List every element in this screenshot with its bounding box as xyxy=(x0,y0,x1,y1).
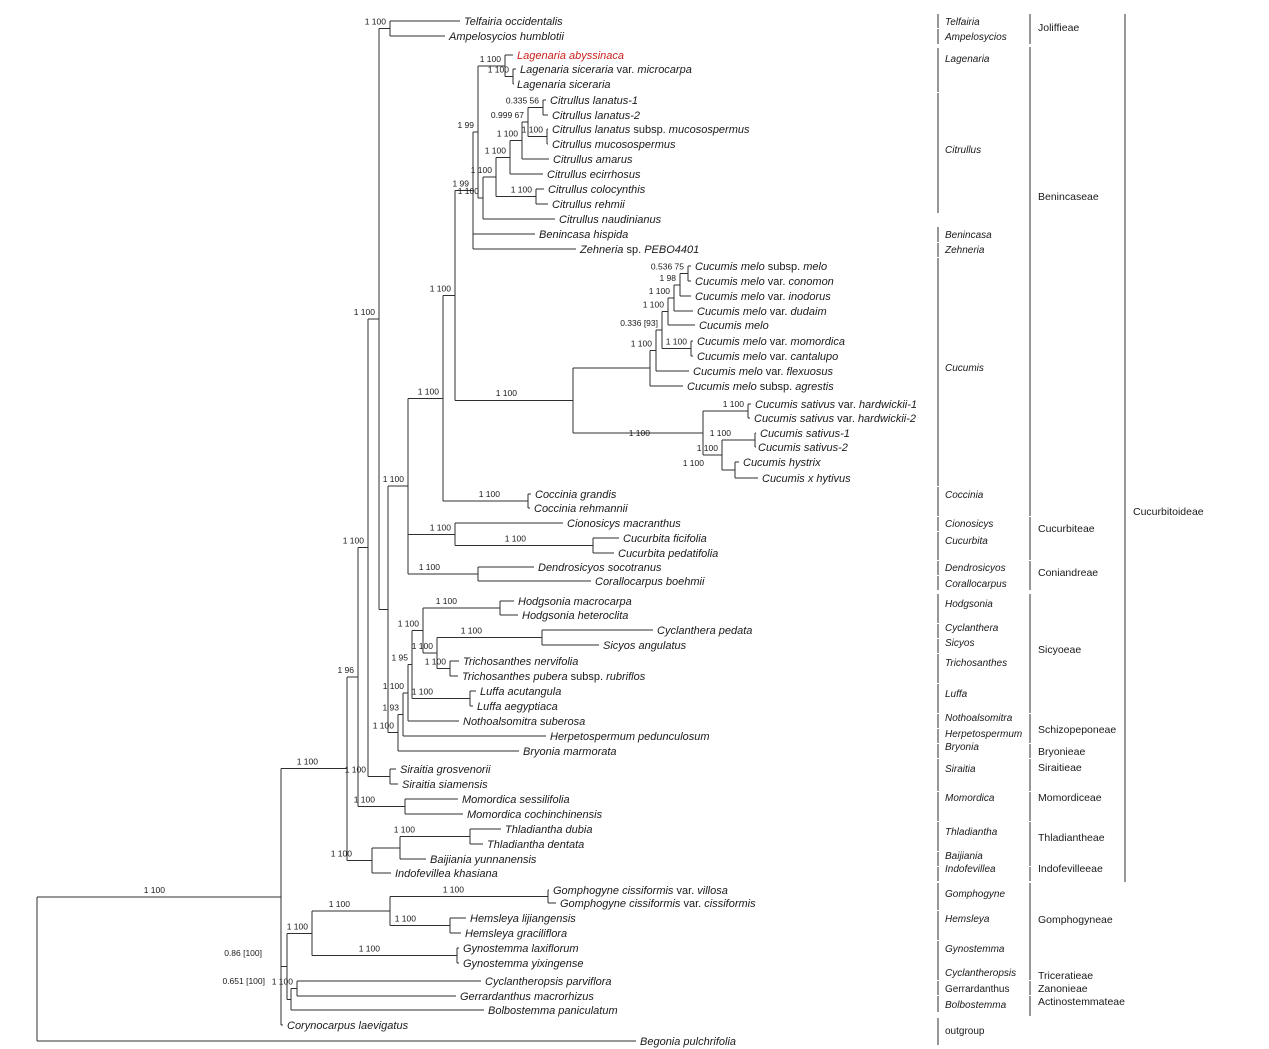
support-value: 1 100 xyxy=(495,388,517,398)
taxon-label: Sicyos angulatus xyxy=(603,640,687,652)
taxon-label: Luffa aegyptiaca xyxy=(477,701,558,713)
taxon-label: Cucumis sativus-2 xyxy=(758,442,848,454)
tribe-label: Siraitieae xyxy=(1038,762,1082,774)
genus-label: Hemsleya xyxy=(945,914,990,925)
taxon-label: Momordica sessilifolia xyxy=(462,794,570,806)
taxon-label: Citrullus lanatus-2 xyxy=(552,110,641,122)
taxon-label: Gomphogyne cissiformis var. cissiformis xyxy=(560,898,756,910)
genus-label: Cyclanthera xyxy=(945,623,999,634)
genus-label: Momordica xyxy=(945,793,995,804)
tribe-label: Thladiantheae xyxy=(1038,832,1105,844)
support-value: 1 100 xyxy=(510,184,532,195)
support-value: 1 100 xyxy=(411,686,433,697)
support-value: 1 100 xyxy=(418,562,440,572)
support-value: 0.86 [100] xyxy=(224,948,262,958)
support-value: 1 100 xyxy=(397,618,419,629)
support-value: 1 100 xyxy=(342,535,364,546)
genus-label: Citrullus xyxy=(945,145,982,156)
genus-label: Telfairia xyxy=(945,17,980,28)
taxon-label: Dendrosicyos socotranus xyxy=(538,562,662,574)
support-value: 1 100 xyxy=(487,64,509,75)
support-value: 0.536 75 xyxy=(650,261,684,272)
support-value: 1 98 xyxy=(659,272,676,283)
support-value: 1 100 xyxy=(435,596,457,606)
support-value: 0.651 [100] xyxy=(222,976,265,986)
genus-label: Corallocarpus xyxy=(945,579,1007,590)
genus-label: Bolbostemma xyxy=(945,1000,1007,1011)
support-value: 1 100 xyxy=(382,680,404,691)
genus-label: Benincasa xyxy=(945,230,992,241)
genus-label: outgroup xyxy=(945,1026,985,1037)
genus-label: Sicyos xyxy=(945,638,975,649)
genus-label: Indofevillea xyxy=(945,864,996,875)
taxon-label: Gerrardanthus macrorhizus xyxy=(460,991,594,1003)
support-value: 0.999 67 xyxy=(490,110,524,120)
taxon-label: Hodgsonia heteroclita xyxy=(522,610,629,622)
subfamily-label: Cucurbitoideae xyxy=(1133,506,1204,518)
support-value: 1 100 xyxy=(648,285,670,296)
taxon-label: Citrullus rehmii xyxy=(552,199,625,211)
taxon-label: Gynostemma laxiflorum xyxy=(463,943,579,955)
genus-label: Cyclantheropsis xyxy=(945,968,1017,979)
taxon-label: Cucumis melo subsp. agrestis xyxy=(687,381,834,393)
taxon-label: Cucumis melo subsp. melo xyxy=(695,261,828,273)
tribe-label: Indofevilleeae xyxy=(1038,863,1103,875)
support-value: 1 100 xyxy=(286,921,308,932)
support-value: 0.336 [93] xyxy=(620,317,658,328)
tribe-label: Benincaseae xyxy=(1038,191,1099,203)
support-value: 1 100 xyxy=(344,764,366,775)
taxon-label: Citrullus ecirrhosus xyxy=(547,169,641,181)
genus-label: Trichosanthes xyxy=(945,658,1008,669)
taxon-label: Siraitia siamensis xyxy=(402,779,488,791)
taxon-label: Cucumis melo var. momordica xyxy=(697,336,845,348)
taxon-label: Cyclanthera pedata xyxy=(657,625,753,637)
support-value: 1 99 xyxy=(457,119,474,130)
taxon-label: Indofevillea khasiana xyxy=(395,868,498,880)
support-value: 1 100 xyxy=(330,848,352,859)
genus-label: Siraitia xyxy=(945,764,976,775)
genus-label: Bryonia xyxy=(945,742,979,753)
genus-label: Cionosicys xyxy=(945,519,994,530)
taxon-label: Momordica cochinchinensis xyxy=(467,809,603,821)
taxon-label: Cionosicys macranthus xyxy=(567,518,681,530)
tribe-label: Schizopeponeae xyxy=(1038,724,1117,736)
tribe-label: Coniandreae xyxy=(1038,567,1099,579)
support-value: 1 100 xyxy=(521,124,543,135)
support-value: 1 100 xyxy=(358,943,380,954)
support-value: 1 100 xyxy=(353,306,375,317)
taxon-label: Cucumis sativus var. hardwickii-2 xyxy=(754,413,917,425)
taxon-label: Nothoalsomitra suberosa xyxy=(463,716,586,728)
taxon-labels xyxy=(287,16,917,1048)
support-value: 1 100 xyxy=(429,283,451,294)
tribe-label: Sicyoeae xyxy=(1038,644,1082,656)
genus-label: Cucurbita xyxy=(945,536,988,547)
taxon-label: Cucumis melo xyxy=(699,320,769,332)
support-value: 1 100 xyxy=(696,443,718,453)
genus-label: Hodgsonia xyxy=(945,599,993,610)
support-value: 1 100 xyxy=(642,299,664,310)
tribe-label: Joliffieae xyxy=(1038,22,1080,34)
support-value: 1 100 xyxy=(682,458,704,468)
support-value: 1 100 xyxy=(478,489,500,499)
tribe-label: Cucurbiteae xyxy=(1038,523,1095,535)
support-value: 1 100 xyxy=(143,885,165,895)
taxon-label: Cucumis hystrix xyxy=(743,457,821,469)
taxon-label: Corynocarpus laevigatus xyxy=(287,1020,409,1032)
genus-label: Gynostemma xyxy=(945,944,1005,955)
taxon-label: Citrullus lanatus-1 xyxy=(550,95,639,107)
taxon-label: Telfairia occidentalis xyxy=(464,16,563,28)
tribe-label: Gomphogyneae xyxy=(1038,914,1113,926)
support-value: 1 100 xyxy=(328,899,350,909)
taxon-label: Cyclantheropsis parviflora xyxy=(485,976,612,988)
genus-label: Luffa xyxy=(945,689,968,700)
taxon-label: Cucumis melo var. inodorus xyxy=(695,291,831,303)
taxon-label: Cucumis melo var. conomon xyxy=(695,276,834,288)
taxon-label: Citrullus colocynthis xyxy=(548,184,646,196)
taxon-label: Citrullus lanatus subsp. mucosospermus xyxy=(552,124,750,136)
support-value: 1 93 xyxy=(382,702,399,713)
taxon-label: Hodgsonia macrocarpa xyxy=(518,596,632,608)
tribe-label: Momordiceae xyxy=(1038,792,1102,804)
taxon-label: Thladiantha dentata xyxy=(487,839,585,851)
taxon-label: Baijiania yunnanensis xyxy=(430,854,537,866)
support-value: 1 100 xyxy=(442,884,464,895)
support-value: 1 100 xyxy=(296,756,318,767)
genus-column xyxy=(938,14,1022,1045)
genus-label: Gomphogyne xyxy=(945,889,1006,900)
taxon-label: Corallocarpus boehmii xyxy=(595,576,705,588)
taxon-label: Gynostemma yixingense xyxy=(463,958,584,970)
genus-label: Coccinia xyxy=(945,490,984,501)
support-value: 1 100 xyxy=(411,641,433,651)
taxon-label: Cucumis melo var. cantalupo xyxy=(697,351,839,363)
taxon-label: Siraitia grosvenorii xyxy=(400,764,491,776)
taxon-label: Cucumis melo var. flexuosus xyxy=(693,366,834,378)
support-value: 1 100 xyxy=(484,145,506,156)
genus-label: Cucumis xyxy=(945,363,984,374)
support-value: 1 100 xyxy=(470,164,492,175)
support-value: 1 100 xyxy=(457,185,479,196)
support-value: 1 100 xyxy=(353,794,375,805)
support-value: 1 100 xyxy=(424,656,446,667)
support-value: 1 100 xyxy=(393,824,415,835)
taxon-label: Citrullus naudinianus xyxy=(559,214,662,226)
genus-label: Zehneria xyxy=(945,245,985,256)
support-value: 1 100 xyxy=(628,428,650,438)
support-value: 1 100 xyxy=(460,625,482,636)
tribe-label: Bryonieae xyxy=(1038,746,1086,758)
taxon-label: Cucumis melo var. dudaim xyxy=(697,306,827,318)
taxon-label: Benincasa hispida xyxy=(539,229,629,241)
support-value: 1 100 xyxy=(709,428,731,438)
support-value: 1 100 xyxy=(429,522,451,533)
subfamily-column xyxy=(1125,14,1204,882)
taxon-label: Cucumis x hytivus xyxy=(762,473,851,485)
support-value: 0.335 56 xyxy=(505,95,539,106)
genus-label: Thladiantha xyxy=(945,827,998,838)
taxon-label: Zehneria sp. PEBO4401 xyxy=(580,244,700,256)
tribe-column xyxy=(1030,14,1125,1016)
support-value: 1 100 xyxy=(722,399,744,409)
tribe-label: Triceratieae xyxy=(1038,970,1094,982)
support-value: 1 100 xyxy=(372,720,394,731)
taxon-label: Thladiantha dubia xyxy=(505,824,593,836)
genus-label: Ampelosycios xyxy=(945,32,1007,43)
taxon-label: Coccinia grandis xyxy=(535,489,617,501)
taxon-label: Cucumis sativus var. hardwickii-1 xyxy=(755,399,918,411)
genus-label: Herpetospermum xyxy=(945,729,1023,740)
taxon-label: Trichosanthes pubera subsp. rubriflos xyxy=(462,671,646,683)
taxon-label: Cucurbita ficifolia xyxy=(623,533,707,545)
support-value: 1 100 xyxy=(382,474,404,485)
taxon-label: Trichosanthes nervifolia xyxy=(463,656,579,668)
support-value: 1 100 xyxy=(479,53,501,64)
support-value: 1 100 xyxy=(504,533,526,544)
taxon-label: Citrullus mucosospermus xyxy=(552,139,676,151)
support-value: 1 96 xyxy=(337,665,354,676)
support-value: 1 100 xyxy=(630,338,652,349)
support-value: 1 99 xyxy=(452,178,469,189)
taxon-label: Lagenaria siceraria xyxy=(517,79,611,91)
taxon-label: Coccinia rehmannii xyxy=(534,503,628,515)
genus-label: Baijiania xyxy=(945,851,983,862)
genus-label: Lagenaria xyxy=(945,54,990,65)
taxon-label: Hemsleya graciliflora xyxy=(465,928,568,940)
support-value: 1 100 xyxy=(496,128,518,139)
support-value: 1 95 xyxy=(391,652,408,663)
taxon-label: Bryonia marmorata xyxy=(523,746,617,758)
tribe-label: Zanonieae xyxy=(1038,983,1088,995)
taxon-label: Luffa acutangula xyxy=(480,686,562,698)
taxon-label: Cucumis sativus-1 xyxy=(760,428,850,440)
taxon-label: Lagenaria siceraria var. microcarpa xyxy=(520,64,692,76)
taxon-label: Herpetospermum pedunculosum xyxy=(550,731,710,743)
support-value: 1 100 xyxy=(665,336,687,347)
taxon-label: Gomphogyne cissiformis var. villosa xyxy=(553,885,728,897)
genus-label: Nothoalsomitra xyxy=(945,713,1013,724)
taxon-label: Begonia pulchrifolia xyxy=(640,1036,737,1048)
tribe-label: Actinostemmateae xyxy=(1038,996,1125,1008)
taxon-label: Hemsleya lijiangensis xyxy=(470,913,576,925)
support-value: 1 100 xyxy=(394,913,416,924)
genus-label: Gerrardanthus xyxy=(945,984,1010,995)
taxon-label: Lagenaria abyssinaca xyxy=(517,50,625,62)
taxon-label: Ampelosycios humblotii xyxy=(449,31,564,43)
support-value: 1 100 xyxy=(364,16,386,27)
support-value: 1 100 xyxy=(271,976,293,987)
taxon-label: Citrullus amarus xyxy=(553,154,633,166)
taxon-label: Cucurbita pedatifolia xyxy=(618,548,719,560)
taxon-label: Bolbostemma paniculatum xyxy=(488,1005,618,1017)
support-value: 1 100 xyxy=(417,386,439,397)
genus-label: Dendrosicyos xyxy=(945,563,1006,574)
